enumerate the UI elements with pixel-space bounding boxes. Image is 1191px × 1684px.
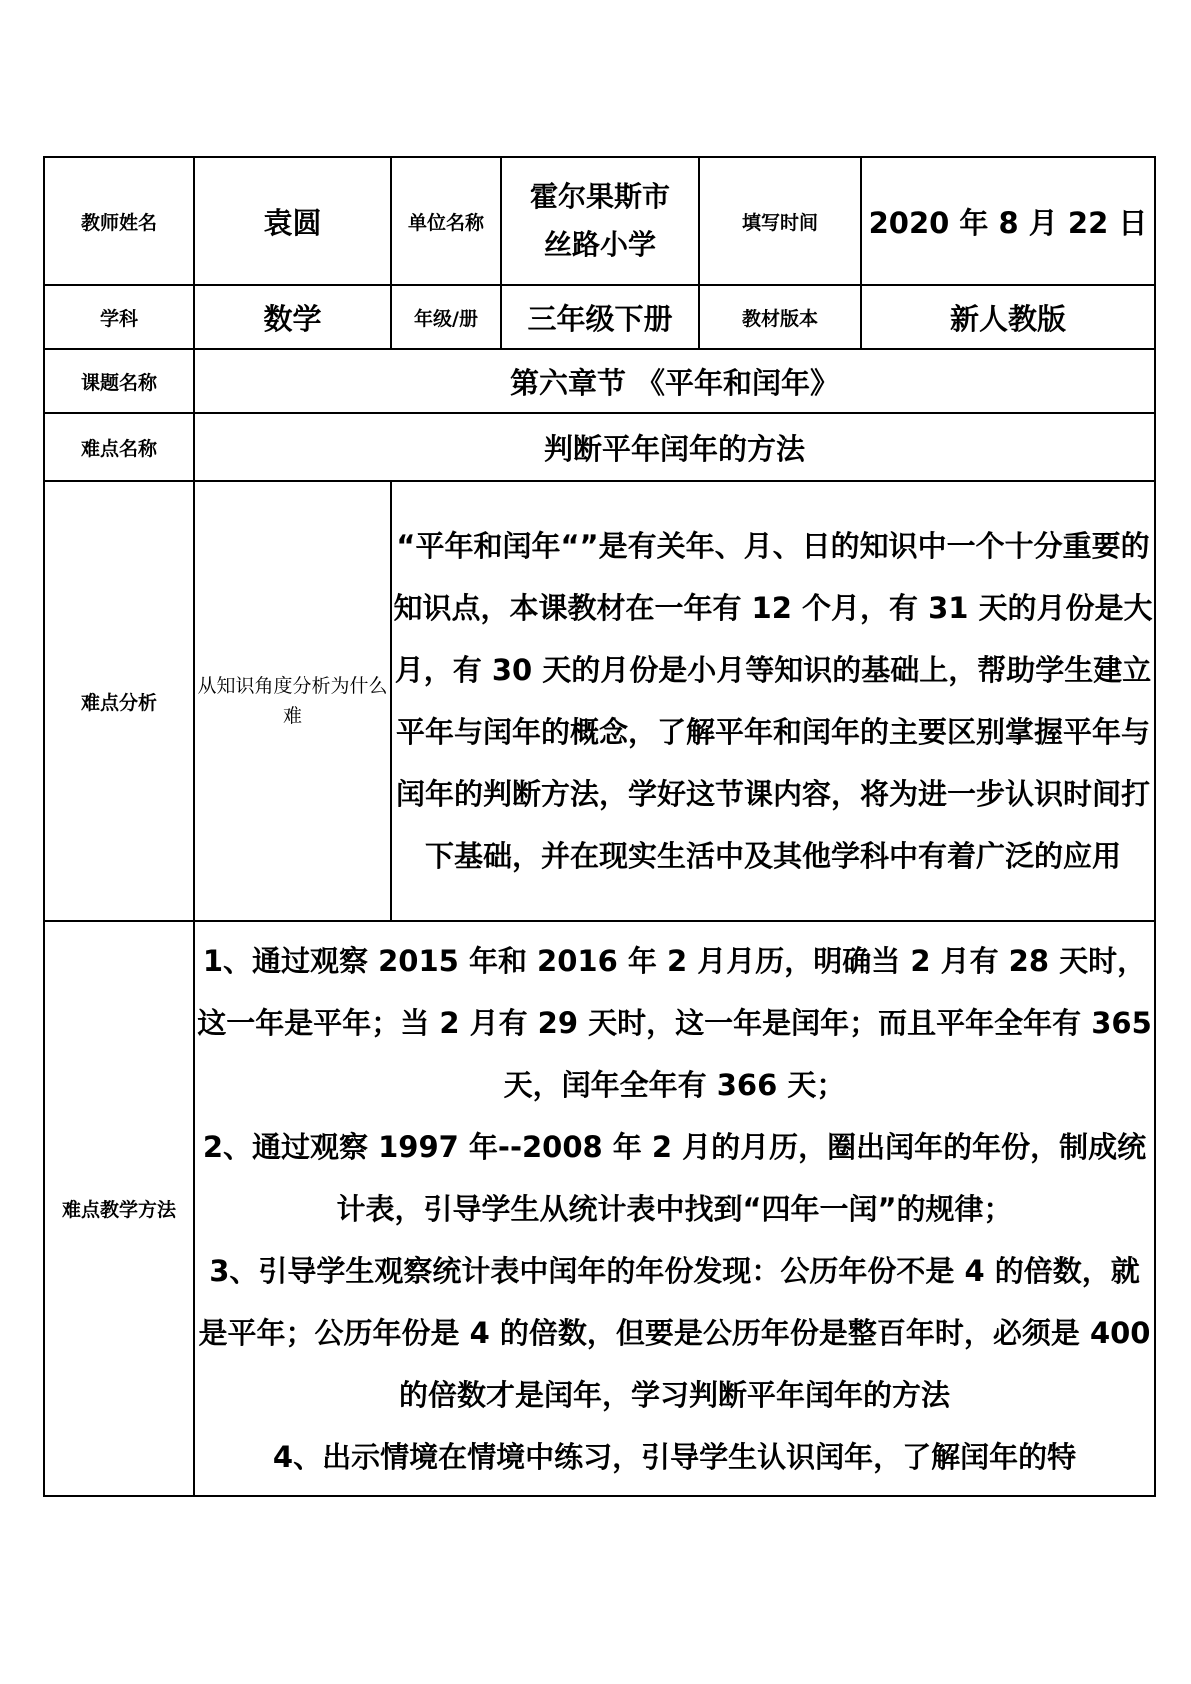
methods-text — [194, 921, 1155, 1496]
unit-name-line2: 丝路小学 — [543, 228, 656, 261]
method-item-2: 2、通过观察 1997 年--2008 年 2 月的月历，圈出闰年的年份，制成统计表，引导学生从统计表中找到“四年一闰”的规律； — [202, 1129, 1147, 1226]
edition-value: 新人教版 — [861, 285, 1155, 349]
method-item-4: 4、出示情境在情境中练习，引导学生认识闰年，了解闰年的特 — [272, 1439, 1077, 1474]
methods-label: 难点教学方法 — [44, 921, 194, 1496]
analysis-row — [44, 481, 1155, 921]
grade-value: 三年级下册 — [501, 285, 699, 349]
lesson-form — [43, 156, 1154, 1497]
analysis-text: “平年和闰年“”是有关年、月、日的知识中一个十分重要的知识点，本课教材在一年有 12 个月，有 31 天的月份是大月，有 30 天的月份是小月等知识的基础上，帮助学生建立平年与闰年的概念，了解平年和闰年的主要区别掌握平年与闰年的判断方法，学好这节课内容，将为进一步认识时间打下基础，并在现实生活中及其他学科中有着广泛的应用 — [391, 481, 1155, 921]
difficulty-value: 判断平年闰年的方法 — [194, 413, 1155, 481]
date-value: 2020 年 8 月 22 日 — [861, 157, 1155, 285]
difficulty-row — [44, 413, 1155, 481]
unit-label: 单位名称 — [391, 157, 501, 285]
topic-label: 课题名称 — [44, 349, 194, 413]
subject-value: 数学 — [194, 285, 391, 349]
subject-label: 学科 — [44, 285, 194, 349]
subject-row — [44, 285, 1155, 349]
grade-label: 年级/册 — [391, 285, 501, 349]
topic-value: 第六章节 《平年和闰年》 — [194, 349, 1155, 413]
analysis-label: 难点分析 — [44, 481, 194, 921]
form-table — [43, 156, 1156, 1497]
difficulty-label: 难点名称 — [44, 413, 194, 481]
analysis-sub-label: 从知识角度分析为什么难 — [194, 481, 391, 921]
date-label: 填写时间 — [699, 157, 861, 285]
unit-name-line1: 霍尔果斯市 — [529, 180, 670, 213]
edition-label: 教材版本 — [699, 285, 861, 349]
unit-name — [501, 157, 699, 285]
method-item-3: 3、引导学生观察统计表中闰年的年份发现：公历年份不是 4 的倍数，就是平年；公历年份是 4 的倍数，但要是公历年份是整百年时，必须是 400 的倍数才是闰年，学习判断平年闰年的方法 — [198, 1253, 1151, 1412]
teacher-label: 教师姓名 — [44, 157, 194, 285]
method-item-1: 1、通过观察 2015 年和 2016 年 2 月月历，明确当 2 月有 28 天时，这一年是平年；当 2 月有 29 天时，这一年是闰年；而且平年全年有 365 天，闰年全年有 366 天； — [197, 943, 1152, 1102]
methods-row — [44, 921, 1155, 1496]
topic-row — [44, 349, 1155, 413]
teacher-name: 袁圆 — [194, 157, 391, 285]
header-row — [44, 157, 1155, 285]
